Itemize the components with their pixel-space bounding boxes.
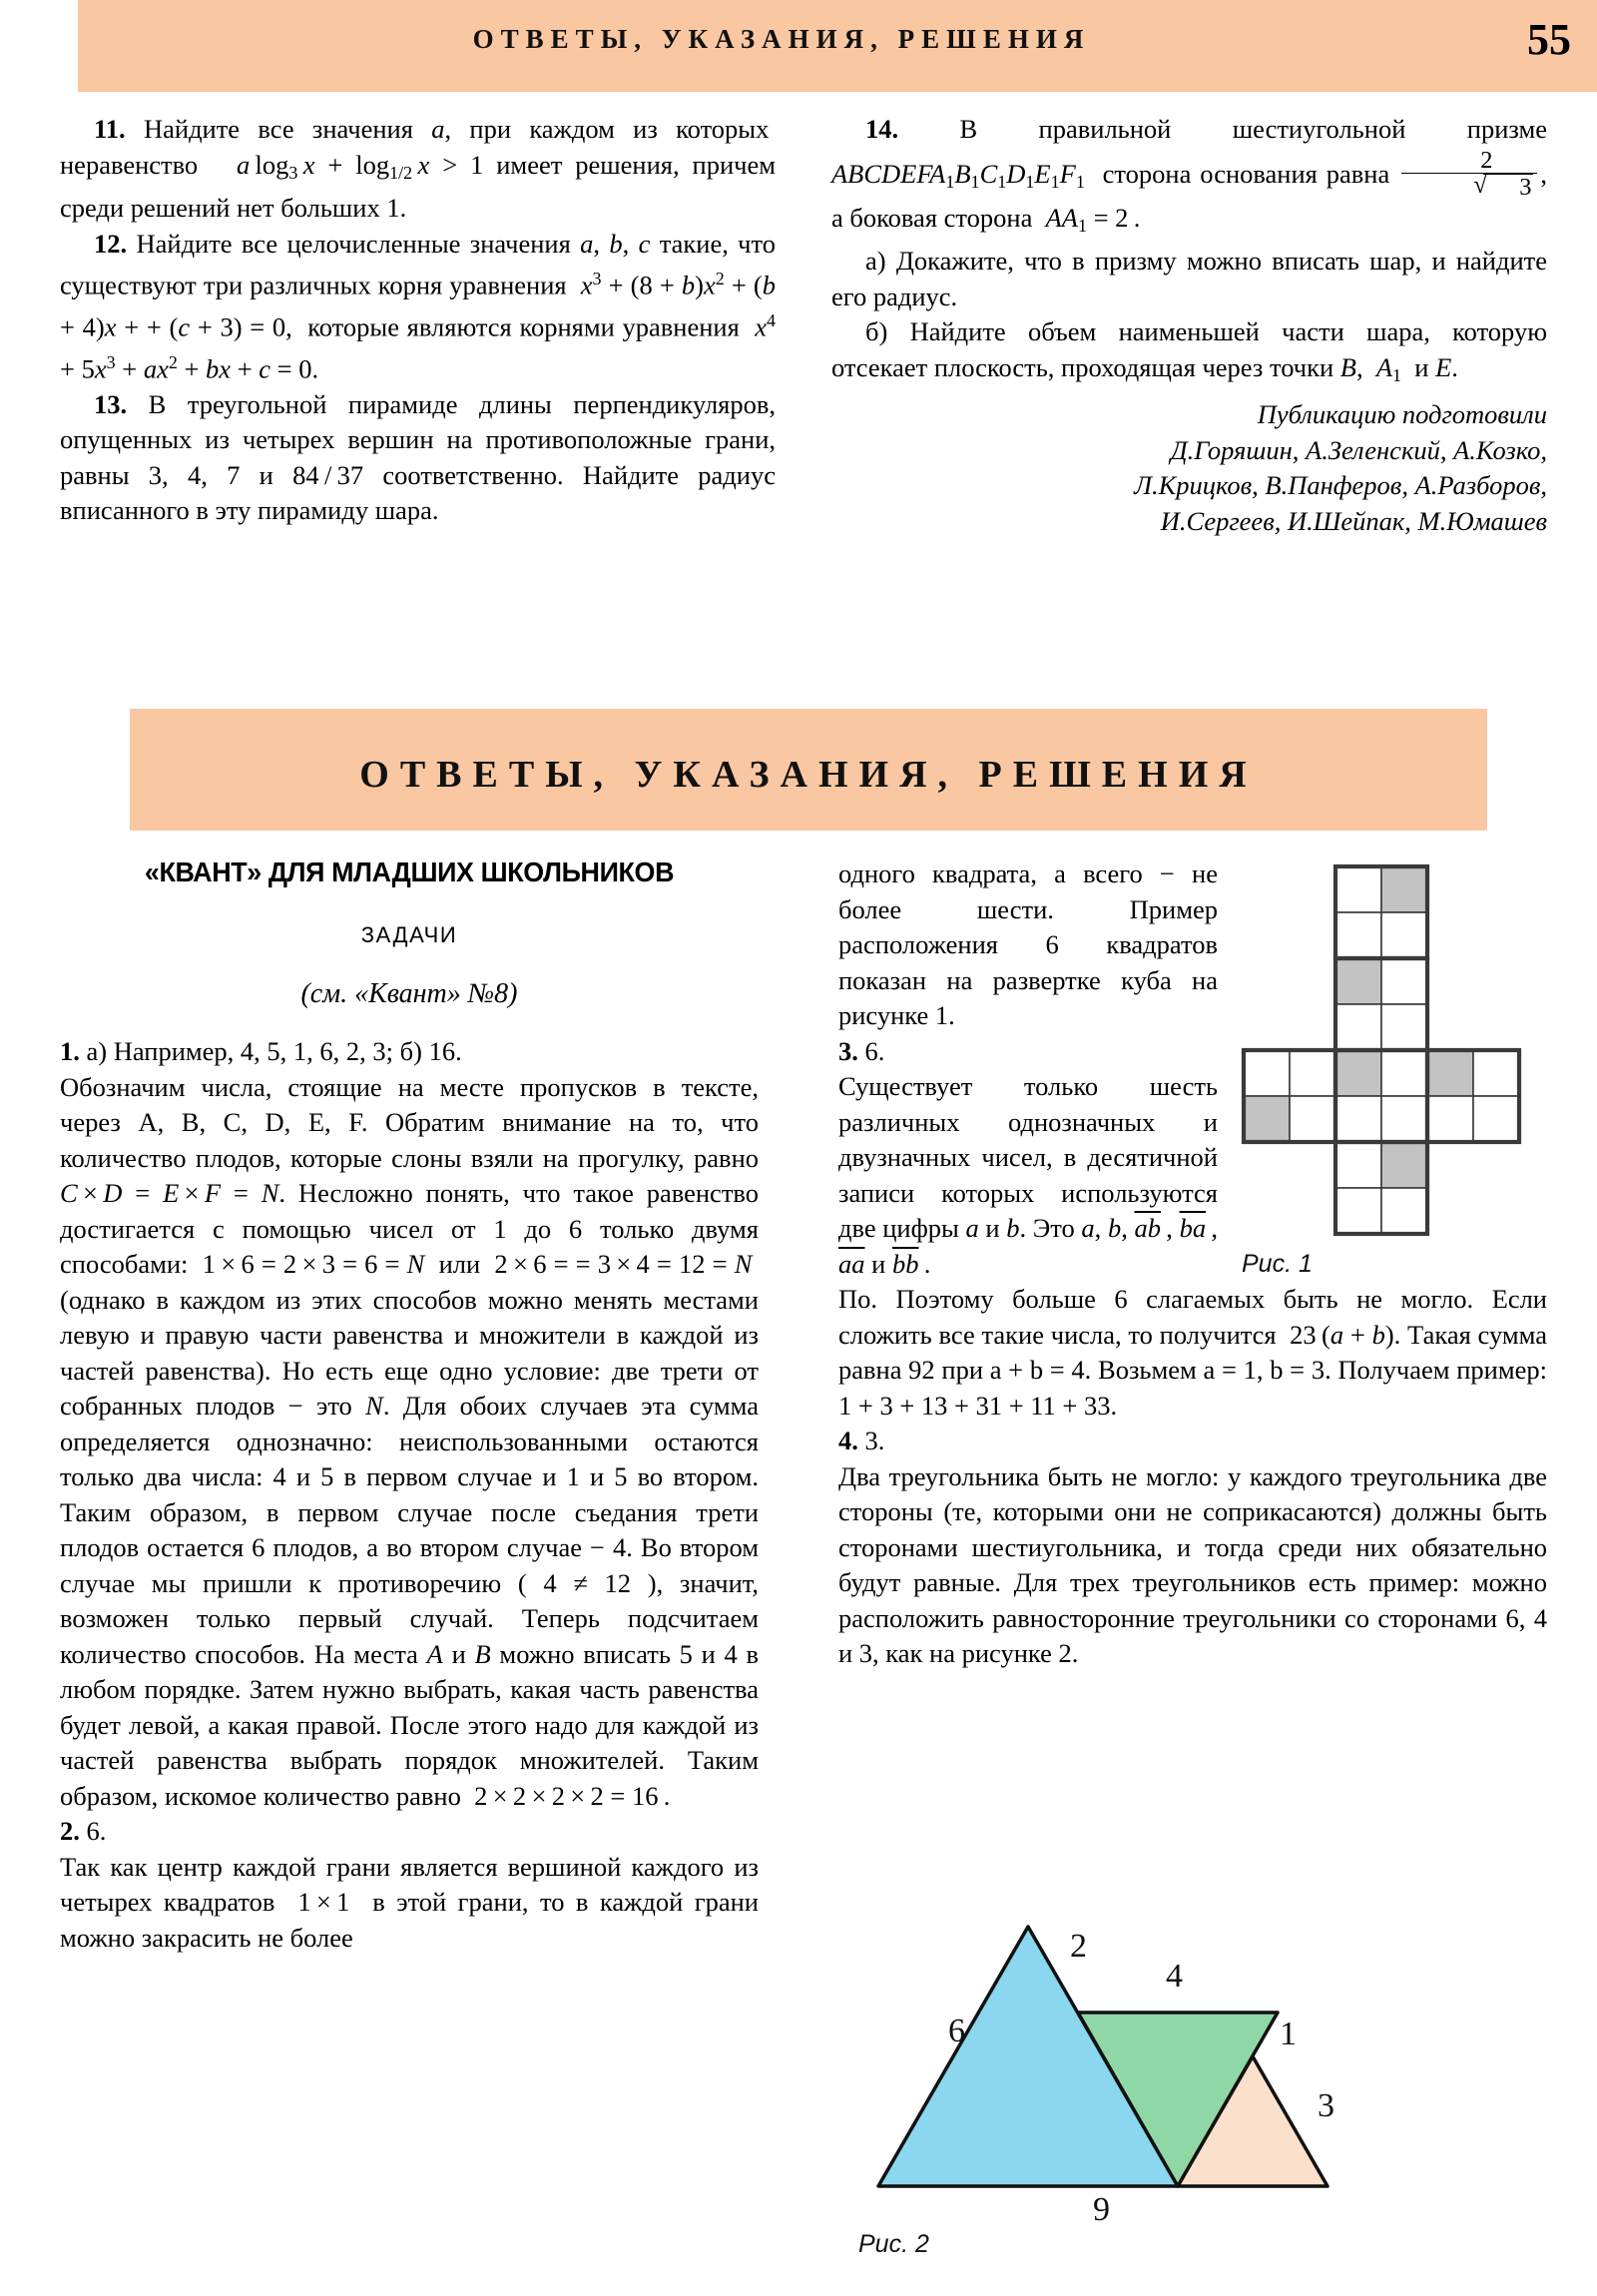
answer-1-part6: можно вписать 5 и 4 в любом порядке. Затем нужно выбрать, какая часть равенства будет левой, а какая правой. После этого надо для каждой из частей равенства выбрать порядок множителей. Таким образом, искомое количество равно bbox=[60, 1638, 760, 1811]
answer-3-continued: По. Поэтому больше 6 слагаемых быть не могло. Если сложить все такие числа, то получится 23 (a + b). Такая сумма равна 92 при a + b = 4. Возьмем a = 1, b = 3. Получаем пример: 1 + 3 + 13 + 31 + 11 + 33. bbox=[838, 1284, 1547, 1421]
net-cell bbox=[1427, 1096, 1473, 1142]
problems-column-right bbox=[831, 112, 1547, 701]
two-digit-ba: $\overline{ba}$ bbox=[1179, 1213, 1207, 1243]
net-cell bbox=[1335, 1188, 1381, 1234]
answer-1-or: или bbox=[438, 1249, 481, 1279]
net-cell bbox=[1290, 1096, 1335, 1142]
two-digit-ab: $\overline{ab}$ bbox=[1134, 1213, 1161, 1243]
net-cell bbox=[1381, 958, 1427, 1004]
net-cell bbox=[1381, 1188, 1427, 1234]
section-banner-title: ОТВЕТЫ, УКАЗАНИЯ, РЕШЕНИЯ bbox=[359, 754, 1258, 796]
net-cell bbox=[1473, 1050, 1519, 1096]
label-side-6: 6 bbox=[948, 2012, 965, 2049]
net-cell bbox=[1244, 1050, 1290, 1096]
net-cell bbox=[1290, 1050, 1335, 1096]
problem-14b-marker: б) bbox=[865, 316, 888, 347]
answer-3-part1: Существует только шесть различных однозначных и двузначных чисел, в десятичной записи которых используются две цифры bbox=[838, 1071, 1218, 1243]
byline-authors-2: Л.Крицков, В.Панферов, А.Разборов, bbox=[1134, 470, 1547, 501]
answer-3-part2: . Поэтому больше 6 слагаемых быть не могло. Если сложить все такие числа, то получится bbox=[838, 1284, 1547, 1350]
problem-11: 11. Найдите все значения a, при каждом из которых неравенство a log3 x + log1/2 x > 1 имеет решения, причем среди решений нет больших 1. bbox=[60, 114, 776, 224]
page-number: 55 bbox=[1527, 15, 1571, 64]
net-cell bbox=[1335, 1004, 1381, 1050]
answers-kicker: «КВАНТ» ДЛЯ МЛАДШИХ ШКОЛЬНИКОВ bbox=[144, 857, 675, 887]
answer-2-value: 6. bbox=[86, 1816, 107, 1846]
net-cell bbox=[1335, 866, 1381, 912]
answer-1-value: а) Например, 4, 5, 1, 6, 2, 3; б) 16. bbox=[86, 1036, 462, 1066]
net-cell bbox=[1381, 1096, 1427, 1142]
label-side-1: 1 bbox=[1280, 2015, 1297, 2052]
net-cell bbox=[1381, 1050, 1427, 1096]
answer-1-part5: , значит, возможен только первый случай. Теперь подсчитаем количество способов. На места bbox=[60, 1567, 759, 1669]
net-cell bbox=[1335, 958, 1381, 1004]
net-cell bbox=[1335, 912, 1381, 958]
answer-1: 1. а) Например, 4, 5, 1, 6, 2, 3; б) 16. Обозначим числа, стоящие на месте пропусков в тексте, через A, B, C, D, E, F. Обратим внимание на то, что количество плодов, которые слоны взяли на прогулку, равно C × D = E × F = N. Несложно понять, что такое равенство достигается с помощью чисел от 1 до 6 только двумя способами: 1 × 6 = 2 × 3 = 6 = N или 2 × 6 = = 3 × 4 = 12 = N (однако в каждом из этих способов можно менять местами левую и правую части равенства и множители в каждой из частей равенства). Но есть еще одно условие: две трети от собранных плодов − это N. Для обоих случаев эта сумма определяется однозначно: неиспользованными остаются только два числа: 4 и 5 в первом случае и 1 и 5 во втором. Таким образом, в первом случае после съедания трети плодов остается 6 плодов, а во втором случае − 4. Во втором случае мы пришли к противоречию ( 4 ≠ 12 ), значит, возможен только первый случай. Теперь подсчитаем количество способов. На места A и B можно вписать 5 и 4 в любом порядке. Затем нужно выбрать, какая часть равенства будет левой, а какая правой. После этого надо для каждой из частей равенства выбрать порядок множителей. Таким образом, искомое количество равно 2 × 2 × 2 × 2 = 16 . bbox=[60, 1036, 760, 1811]
two-digit-aa: $\overline{aa}$ bbox=[838, 1248, 865, 1279]
figure-1 bbox=[1238, 861, 1547, 1290]
problem-14b: б) Найдите объем наименьшей части шара, которую отсекает плоскость, проходящая через точки B, A1 и E. bbox=[831, 316, 1547, 385]
net-cell bbox=[1381, 1142, 1427, 1188]
answer-3-part1b: и bbox=[985, 1213, 1000, 1243]
net-cell bbox=[1335, 1142, 1381, 1188]
net-cell bbox=[1335, 1050, 1381, 1096]
net-cell bbox=[1244, 1096, 1290, 1142]
answer-2-number: 2. bbox=[60, 1816, 80, 1846]
two-digit-bb: $\overline{bb}$ bbox=[891, 1248, 919, 1279]
label-side-3: 3 bbox=[1318, 2087, 1334, 2124]
section-banner bbox=[130, 709, 1487, 831]
answer-1-part4: . Для обоих случаев эта сумма определяется однозначно: неиспользованными остаются только два числа: 4 и 5 в первом случае и 1 и 5 во втором. Таким образом, в первом случае после съедания трети плодов остается 6 плодов, а во втором случае − 4. Во втором случае мы пришли к противоречию bbox=[60, 1391, 760, 1598]
problem-13-number: 13. bbox=[94, 388, 128, 419]
answers-see-reference: (см. «Квант» №8) bbox=[300, 978, 518, 1009]
figure-2 bbox=[848, 1857, 1547, 2276]
problem-12: 12. Найдите все целочисленные значения a, b, c такие, что существуют три различных корня уравнения $x^3 + (8 + b)x^2 + (b + 4)x$ + + (c + 3) = 0, которые являются корнями уравнения $x^4 + 5x^3 + ax^2$ + bx + c = 0. bbox=[60, 228, 776, 384]
byline-authors-1: Д.Горяшин, А.Зеленский, А.Козко, bbox=[1170, 434, 1547, 465]
answer-2-part1: Так как центр каждой грани является вершиной каждого из четырех квадратов bbox=[60, 1851, 759, 1917]
answer-2: 2. 6. Так как центр каждой грани является вершиной каждого из четырех квадратов 1 × 1 в этой грани, то в каждой грани можно закрасить не более bbox=[60, 1816, 759, 1953]
answer-1-part3: (однако в каждом из этих способов можно менять местами левую и правую части равенства и множители в каждой из частей равенства). Но есть еще одно условие: две трети от собранных плодов − это bbox=[60, 1284, 759, 1421]
byline-authors-3: И.Сергеев, И.Шейпак, М.Юмашев bbox=[1160, 505, 1547, 536]
answer-4-part1: Два треугольника быть не могло: у каждого треугольника две стороны (те, которыми они не соприкасаются) должны быть сторонами шестиугольника, и тогда среди них обязательно будут равные. Для трех треугольников есть пример: можно расположить равносторонние треугольники со сторонами 6, 4 и 3, как на рисунке 2. bbox=[838, 1460, 1547, 1668]
problem-12-number: 12. bbox=[94, 228, 128, 259]
fraction-2-over-sqrt3: 2 √ 3 bbox=[1401, 148, 1537, 201]
answer-3-value: 6. bbox=[864, 1035, 885, 1066]
byline bbox=[831, 397, 1547, 539]
problem-11-number: 11. bbox=[94, 114, 126, 144]
problem-14a-marker: а) bbox=[865, 246, 886, 277]
answer-3-part3: . Такая сумма равна 92 при a + b = 4. Возьмем a = 1, b = 3. Получаем пример: 1 + 3 + 13 + 31 + 11 + 33. bbox=[838, 1319, 1547, 1421]
answer-4-number: 4. bbox=[838, 1426, 858, 1455]
figure-2-caption: Рис. 2 bbox=[858, 2230, 929, 2258]
problem-14: 14. В правильной шестиугольной призме ABCDEFA1B1C1D1E1F1 сторона основания равна 2 √ 3 , а боковая сторона AA1 = 2 . bbox=[831, 112, 1547, 244]
problems-area bbox=[60, 112, 1547, 701]
byline-lead: Публикацию подготовили bbox=[1257, 399, 1547, 430]
answer-2-continued: одного квадрата, а всего − не более шести. Пример расположения 6 квадратов показан на развертке куба на рисунке 1. bbox=[838, 859, 1218, 1030]
answer-3: 3. 6. Существует только шесть различных однозначных и двузначных чисел, в десятичной записи которых используются две цифры a и b. Это a, b, $\overline{ab}$ , $\overline{ba}$ , $\overline{aa}$ и $\overline{bb}$ . bbox=[838, 1035, 1219, 1279]
net-cell bbox=[1335, 1096, 1381, 1142]
answer-1-part2: . Несложно понять, что такое равенство достигается с помощью чисел от 1 до 6 только двумя способами: bbox=[60, 1178, 759, 1279]
answers-column-left bbox=[60, 857, 759, 1956]
net-cell bbox=[1381, 912, 1427, 958]
label-side-2: 2 bbox=[1070, 1928, 1087, 1965]
answer-3-part1c: . Это bbox=[1019, 1213, 1075, 1243]
answer-2-part2-lead: в этой грани, то в каждой грани можно закрасить не более bbox=[60, 1887, 759, 1953]
label-side-4: 4 bbox=[1166, 1958, 1183, 1995]
label-base-9: 9 bbox=[1093, 2191, 1110, 2226]
answer-4-value: 3. bbox=[864, 1426, 885, 1455]
answer-1-part1: Обозначим числа, стоящие на месте пропусков в тексте, через A, B, C, D, E, F. Обратим внимание на то, что количество плодов, которые слоны взяли на прогулку, равно bbox=[60, 1071, 759, 1173]
cube-net-diagram bbox=[1238, 861, 1537, 1250]
running-head-band bbox=[78, 0, 1597, 92]
answer-3-number: 3. bbox=[838, 1035, 858, 1066]
answers-subkicker: ЗАДАЧИ bbox=[360, 922, 458, 947]
net-cell bbox=[1381, 866, 1427, 912]
triangles-diagram bbox=[848, 1857, 1547, 2226]
problem-14-number: 14. bbox=[865, 114, 899, 144]
problems-column-left bbox=[60, 112, 776, 701]
answer-4 bbox=[838, 1424, 1547, 1672]
running-head-title: ОТВЕТЫ, УКАЗАНИЯ, РЕШЕНИЯ bbox=[472, 24, 1091, 54]
answer-1-number: 1. bbox=[60, 1036, 80, 1066]
net-cell bbox=[1427, 1050, 1473, 1096]
figure-1-caption: Рис. 1 bbox=[1242, 1250, 1313, 1278]
net-cell bbox=[1473, 1096, 1519, 1142]
problem-13: 13. В треугольной пирамиде длины перпендикуляров, опущенных из четырех вершин на противоположные грани, равны 3, 4, 7 и 84 / 37 соответственно. Найдите радиус вписанного в эту пирамиду шара. bbox=[60, 388, 776, 526]
net-cell bbox=[1381, 1004, 1427, 1050]
problem-14a: а) Докажите, что в призму можно вписать шар, и найдите его радиус. bbox=[831, 246, 1547, 311]
